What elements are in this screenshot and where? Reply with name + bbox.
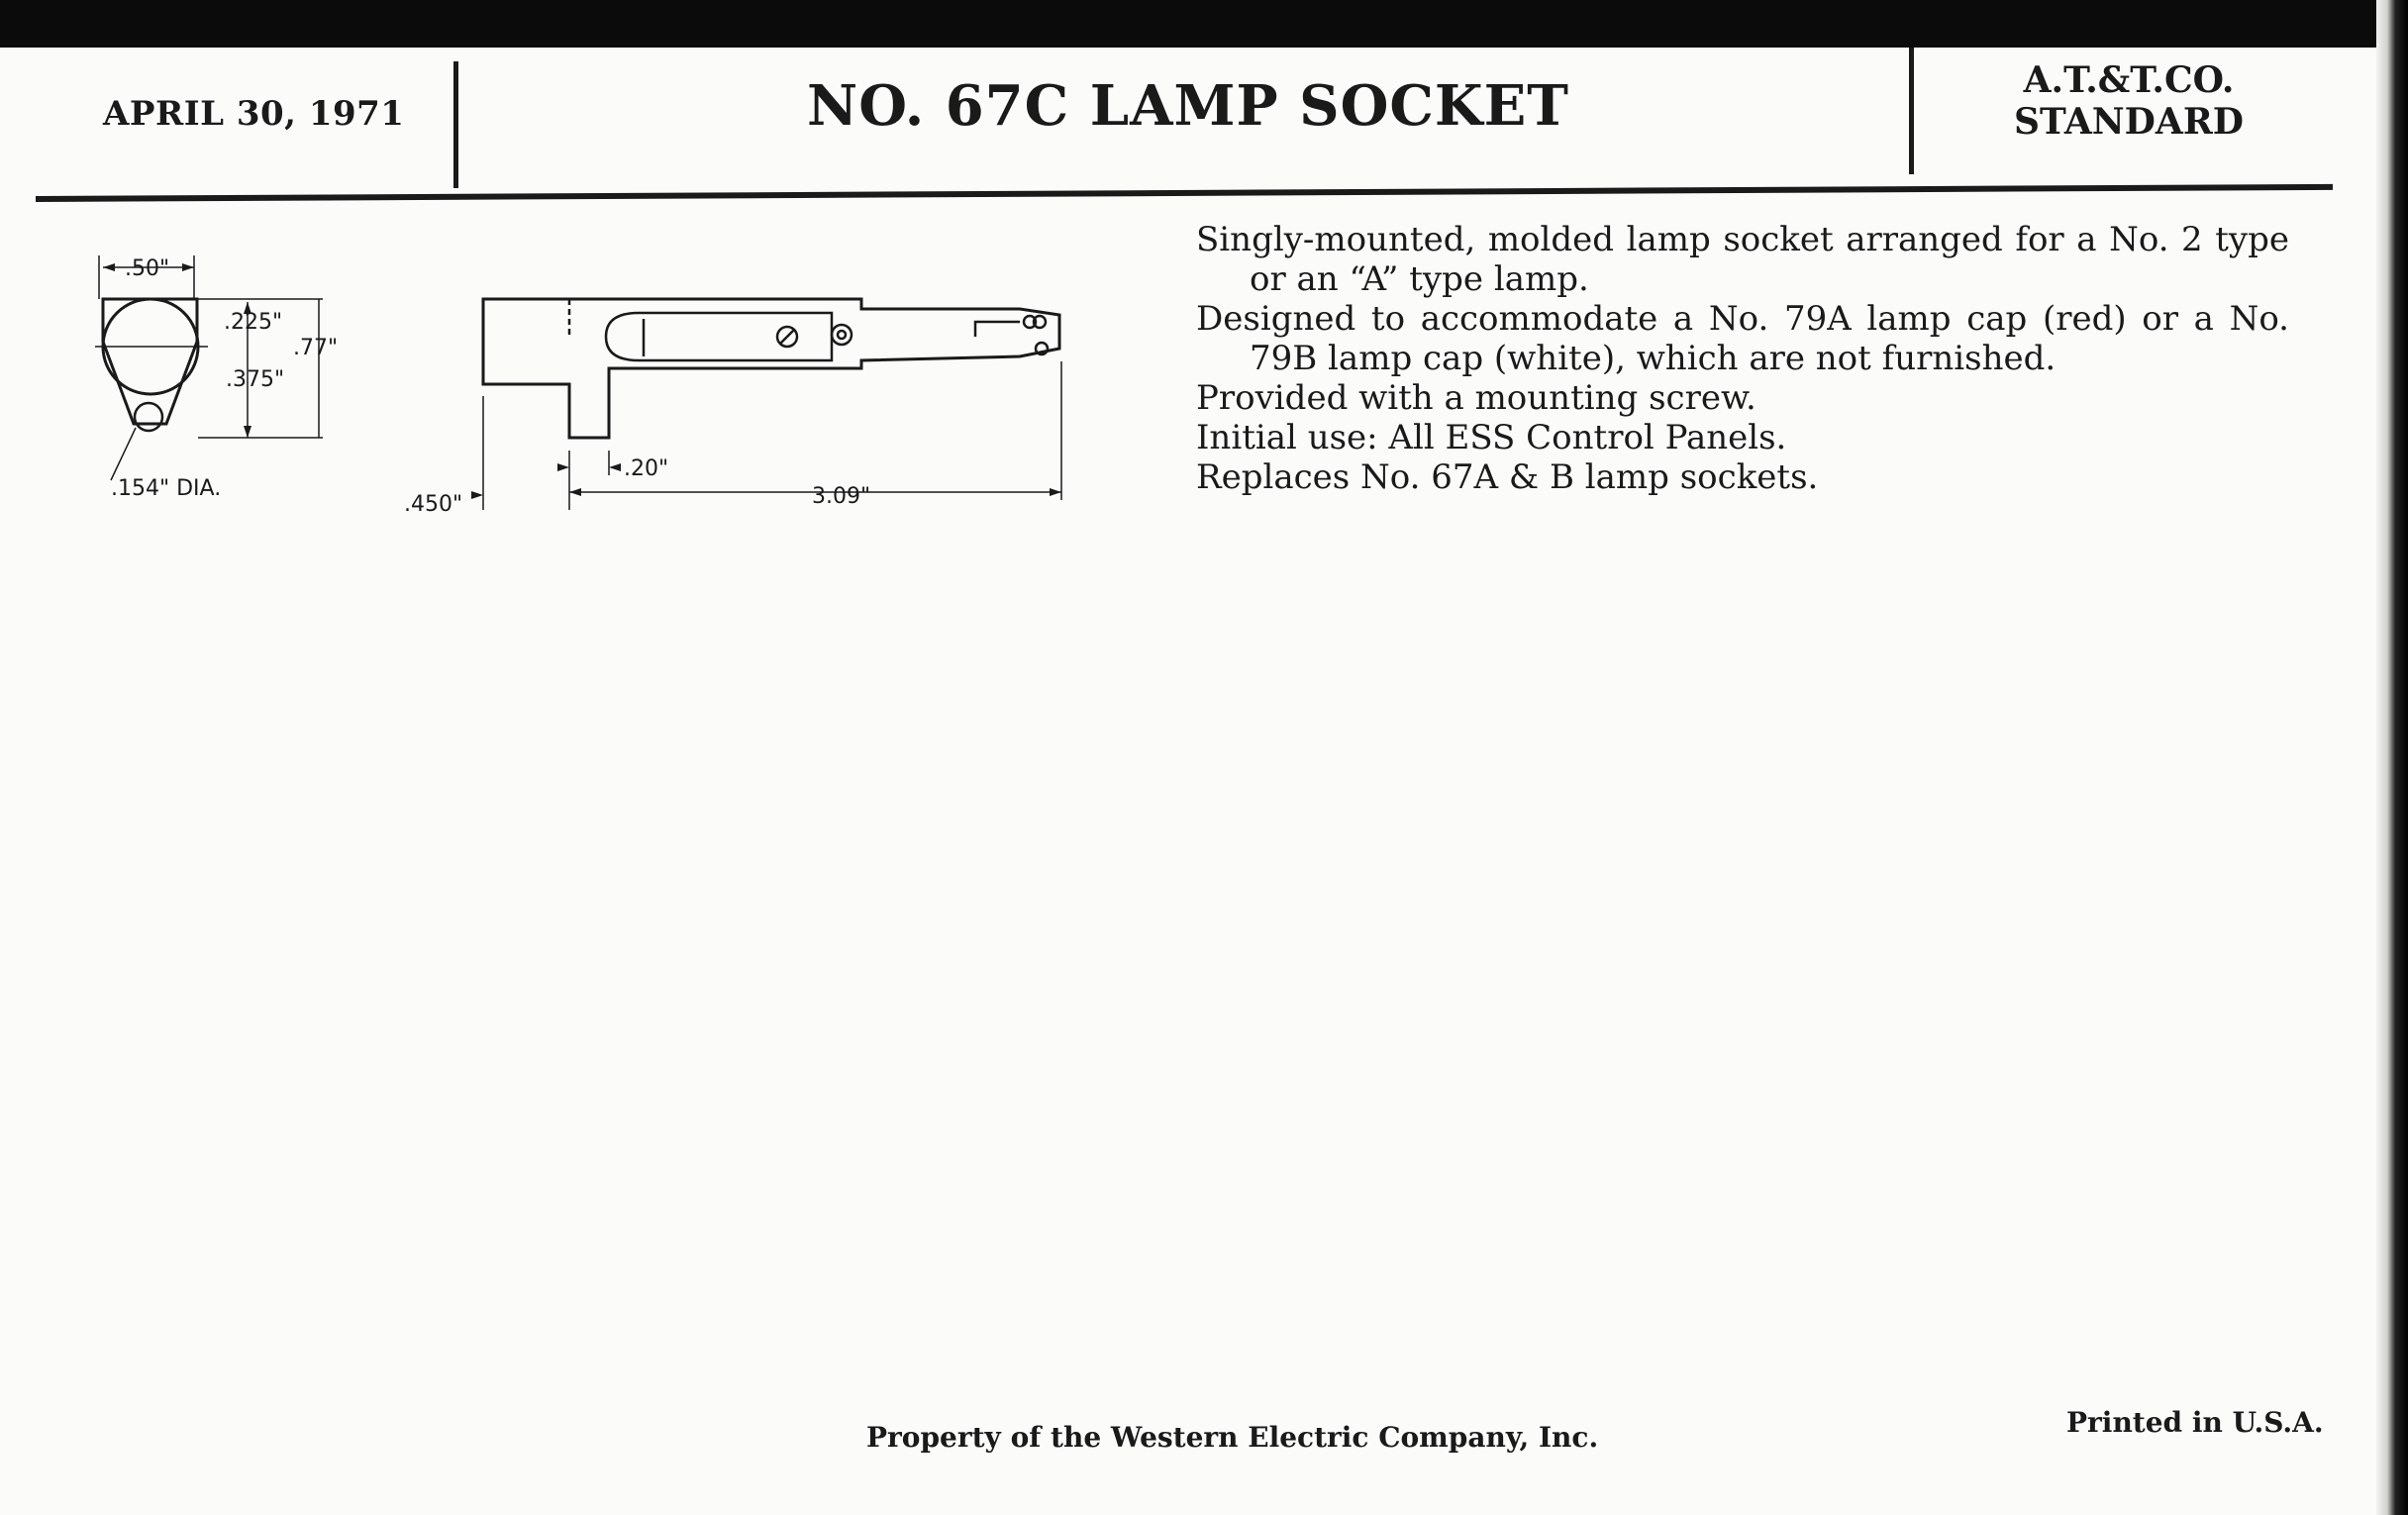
- dim-height-label: .77": [293, 336, 339, 360]
- dim-hole-label: .154" DIA.: [111, 476, 222, 501]
- dim-lower-label: .375": [226, 367, 285, 392]
- header-divider-right: [1909, 48, 1914, 174]
- description: [1196, 220, 2289, 497]
- footer-printed: Printed in U.S.A.: [2066, 1406, 2324, 1439]
- dim-offset-label: .450": [404, 492, 463, 517]
- dim-width-label: .50": [125, 256, 170, 281]
- standard-line-1: A.T.&T.CO.: [2023, 59, 2235, 101]
- description-line: Replaces No. 67A & B lamp sockets.: [1196, 457, 1819, 497]
- issue-date: APRIL 30, 1971: [103, 94, 405, 134]
- description-line: Designed to accommodate a No. 79A lamp cap (red) or a No. 79B lamp cap (white), which are not furnished.: [1196, 299, 2289, 378]
- dim-step-label: .20": [624, 456, 669, 481]
- description-line: Provided with a mounting screw.: [1196, 378, 1756, 418]
- dim-length-label: 3.09": [812, 484, 871, 509]
- footer-property: Property of the Western Electric Company, Inc.: [866, 1421, 1599, 1454]
- lamp-socket-drawing: [0, 0, 1149, 555]
- standard-line-2: STANDARD: [2014, 101, 2244, 143]
- standard-label: [1960, 59, 2297, 143]
- dim-upper-label: .225": [224, 310, 283, 335]
- description-line: Singly-mounted, molded lamp socket arranged for a No. 2 type or an “A” type lamp.: [1196, 220, 2289, 299]
- card-edge-shadow: [2376, 0, 2408, 1515]
- end-view: [95, 255, 323, 480]
- description-line: Initial use: All ESS Control Panels.: [1196, 418, 1787, 457]
- page-title: NO. 67C LAMP SOCKET: [807, 73, 1569, 139]
- side-view: [483, 299, 1061, 510]
